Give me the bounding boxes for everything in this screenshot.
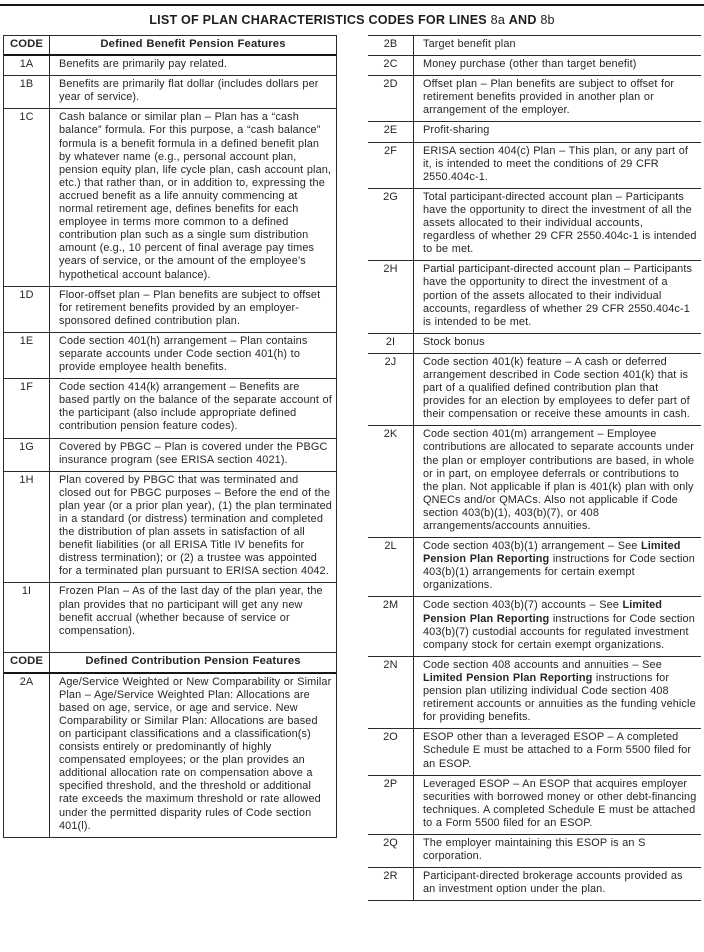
description-cell: Leveraged ESOP – An ESOP that acquires employer securities with borrowed money or other debt-financing techniques. A completed Schedule E must be attached to a Form 5500 filed for an ESOP. xyxy=(423,777,697,829)
code-cell: 2A xyxy=(4,674,50,837)
description-cell: Code section 403(b)(1) arrangement – See Limited Pension Plan Reporting instructions for Code section 403(b)(1) arrangements for certain exempt organizations. xyxy=(423,540,695,592)
code-cell: 2K xyxy=(368,426,414,537)
description-cell: Total participant-directed account plan – Participants have the opportunity to direct the investment of all the assets allocated to their individual accounts, regardless of whether 29 CFR 2550.404c-1 is intended to be met. xyxy=(423,190,697,256)
code-cell: 2J xyxy=(368,354,414,425)
page-title: LIST OF PLAN CHARACTERISTICS CODES FOR LINES 8a AND 8b xyxy=(149,13,555,27)
code-cell: 1B xyxy=(4,76,50,108)
description-cell: Stock bonus xyxy=(423,335,485,348)
description-cell: Offset plan – Plan benefits are subject to offset for retirement benefits provided in another plan or arrangement of the employer. xyxy=(423,78,675,117)
table-row xyxy=(368,538,701,597)
code-header-cell: CODE xyxy=(4,36,50,54)
code-cell: 2N xyxy=(368,657,414,728)
table-row xyxy=(368,729,701,775)
table-row xyxy=(368,56,701,76)
code-cell: 1H xyxy=(4,472,50,583)
description-cell: Profit-sharing xyxy=(423,124,490,137)
table-header-row xyxy=(4,653,336,673)
code-cell: 2B xyxy=(368,36,414,55)
code-cell: 1E xyxy=(4,333,50,378)
table-row xyxy=(4,472,336,584)
code-cell: 1A xyxy=(4,56,50,75)
description-cell: Code section 401(m) arrangement – Employee contributions are allocated to separate accounts under the plan or employer contributions are based, in whole or in part, on employee deferrals or contributions to the plan. Not applicable if plan is 401(k) plan with only QNECs and/or QMACs. Also not applicable if Code section 403(b)(1), 403(b)(7), or 408 arrangements/accounts annuities. xyxy=(423,428,695,532)
code-cell: 2G xyxy=(368,189,414,260)
description-cell: The employer maintaining this ESOP is an S corporation. xyxy=(423,836,646,863)
plan-codes-table-left-column xyxy=(3,35,337,838)
table-row xyxy=(368,426,701,538)
table-row xyxy=(4,674,336,837)
description-cell: Plan covered by PBGC that was terminated and closed out for PBGC purposes – Before the end of the plan year (or a prior plan year), (1) the plan terminated in a standard (or distress) termination and completed the distribution of plan assets in satisfaction of all benefit liabilities (or all ERISA Title IV benefits for distress termination); or (2) a trustee was appointed for a terminated plan pursuant to ERISA section 4042. xyxy=(59,473,332,578)
table-row xyxy=(368,835,701,868)
table-row xyxy=(368,261,701,333)
code-cell: 2Q xyxy=(368,835,414,867)
description-cell: Cash balance or similar plan – Plan has a “cash balance” formula. For this purpose, a “cash balance” formula is a benefit formula in a defined benefit plan by whatever name (e.g., personal account plan, pension equity plan, life cycle plan, cash account plan, etc.) that rather than, or in addition to, expressing the accrued benefit as a life annuity commencing at normal retirement age, defines benefits for each employee in terms more common to a defined contribution plan such as a single sum distribution amount (e.g., 10 percent of final average pay times years of service, or the amount of the employee’s hypothetical account balance). xyxy=(59,111,332,281)
description-cell: Target benefit plan xyxy=(423,38,516,50)
table-row xyxy=(368,776,701,835)
description-cell: Age/Service Weighted or New Comparability or Similar Plan – Age/Service Weighted Plan: Allocations are based on age, service, or age and service. New Comparability or Similar Plan: Allocations are based on participant classifications and a classification(s) consists entirely or predominantly of highly compensated employees; or the plan provides an additional allocation rate on compensation above a specified threshold, and the threshold or additional rate exceeds the maximum threshold or rate allowed under the permitted disparity rules of Code section 401(l). xyxy=(59,675,332,832)
table-header-row xyxy=(4,36,336,56)
description-cell: Benefits are primarily flat dollar (includes dollars per year of service). xyxy=(59,78,319,104)
description-cell: Floor-offset plan – Plan benefits are subject to offset for retirement benefits provided by an employer-sponsored defined contribution plan. xyxy=(59,288,321,327)
table-row xyxy=(4,287,336,333)
description-cell: Code section 403(b)(7) accounts – See Limited Pension Plan Reporting instructions for Code section 403(b)(7) custodial accounts for regulated investment company stock for certain exempt organizations. xyxy=(423,599,695,651)
table-row xyxy=(368,36,701,56)
table-row xyxy=(368,354,701,426)
code-cell: 2R xyxy=(368,868,414,900)
table-row xyxy=(4,583,336,653)
code-cell: 1C xyxy=(4,109,50,285)
code-cell: 2E xyxy=(368,122,414,141)
table-row xyxy=(4,109,336,286)
code-cell: 1I xyxy=(4,583,50,652)
description-cell: Code section 408 accounts and annuities – See Limited Pension Plan Reporting instructions for pension plan utilizing individual Code section 408 retirement accounts or annuities as the funding vehicle for providing benefits. xyxy=(423,658,696,724)
description-cell: Code section 401(h) arrangement – Plan contains separate accounts under Code section 401(h) to provide employee health benefits. xyxy=(59,334,308,374)
description-cell: Code section 401(k) feature – A cash or deferred arrangement described in Code section 401(k) that is part of a qualified defined contribution plan that provides for an election by employees to defer part of their compensation or receive these amounts in cash. xyxy=(423,355,690,421)
description-cell: ESOP other than a leveraged ESOP – A completed Schedule E must be attached to a Form 5500 filed for an ESOP. xyxy=(423,731,692,770)
code-cell: 2L xyxy=(368,538,414,596)
table-row xyxy=(368,76,701,122)
description-cell: ERISA section 404(c) Plan – This plan, or any part of it, is intended to meet the conditions of 29 CFR 2550.404c-1. xyxy=(423,144,689,183)
features-header-cell: Defined Benefit Pension Features xyxy=(100,38,286,50)
code-cell: 2P xyxy=(368,776,414,834)
code-cell: 1D xyxy=(4,287,50,332)
table-row xyxy=(4,379,336,438)
table-row xyxy=(368,657,701,729)
description-cell: Code section 414(k) arrangement – Benefits are based partly on the balance of the separate account of the participant (also include appropriate defined contribution pension feature codes). xyxy=(59,381,332,433)
code-cell: 2C xyxy=(368,56,414,75)
description-cell: Covered by PBGC – Plan is covered under the PBGC insurance program (see ERISA section 4021). xyxy=(59,440,328,466)
table-row xyxy=(368,868,701,901)
code-header-cell: CODE xyxy=(4,653,50,671)
description-cell: Partial participant-directed account plan – Participants have the opportunity to direct the investment of a portion of the assets allocated to their individual accounts, regardless of whether 29 CFR 2550.404c-1 is intended to be met. xyxy=(423,263,693,328)
description-cell: Frozen Plan – As of the last day of the plan year, the plan provides that no participant will get any new benefit accrual (whether because of service or compensation). xyxy=(59,585,323,637)
plan-codes-table-right-column xyxy=(368,35,701,901)
table-row xyxy=(368,597,701,656)
description-cell: Money purchase (other than target benefit) xyxy=(423,58,637,71)
code-cell: 2O xyxy=(368,729,414,774)
description-cell: Benefits are primarily pay related. xyxy=(59,58,228,71)
table-row xyxy=(368,143,701,189)
top-horizontal-rule xyxy=(0,4,704,6)
table-row xyxy=(4,439,336,472)
code-cell: 1G xyxy=(4,439,50,471)
table-row xyxy=(4,76,336,109)
table-row xyxy=(4,333,336,379)
description-cell: Participant-directed brokerage accounts provided as an investment option under the plan. xyxy=(423,870,683,896)
code-cell: 2F xyxy=(368,143,414,188)
features-header-cell: Defined Contribution Pension Features xyxy=(85,655,301,668)
table-row xyxy=(368,334,701,354)
code-cell: 2H xyxy=(368,261,414,332)
code-cell: 1F xyxy=(4,379,50,437)
table-row xyxy=(368,122,701,142)
code-cell: 2D xyxy=(368,76,414,121)
code-cell: 2I xyxy=(368,334,414,353)
table-row xyxy=(368,189,701,261)
table-row xyxy=(4,56,336,76)
code-cell: 2M xyxy=(368,597,414,655)
